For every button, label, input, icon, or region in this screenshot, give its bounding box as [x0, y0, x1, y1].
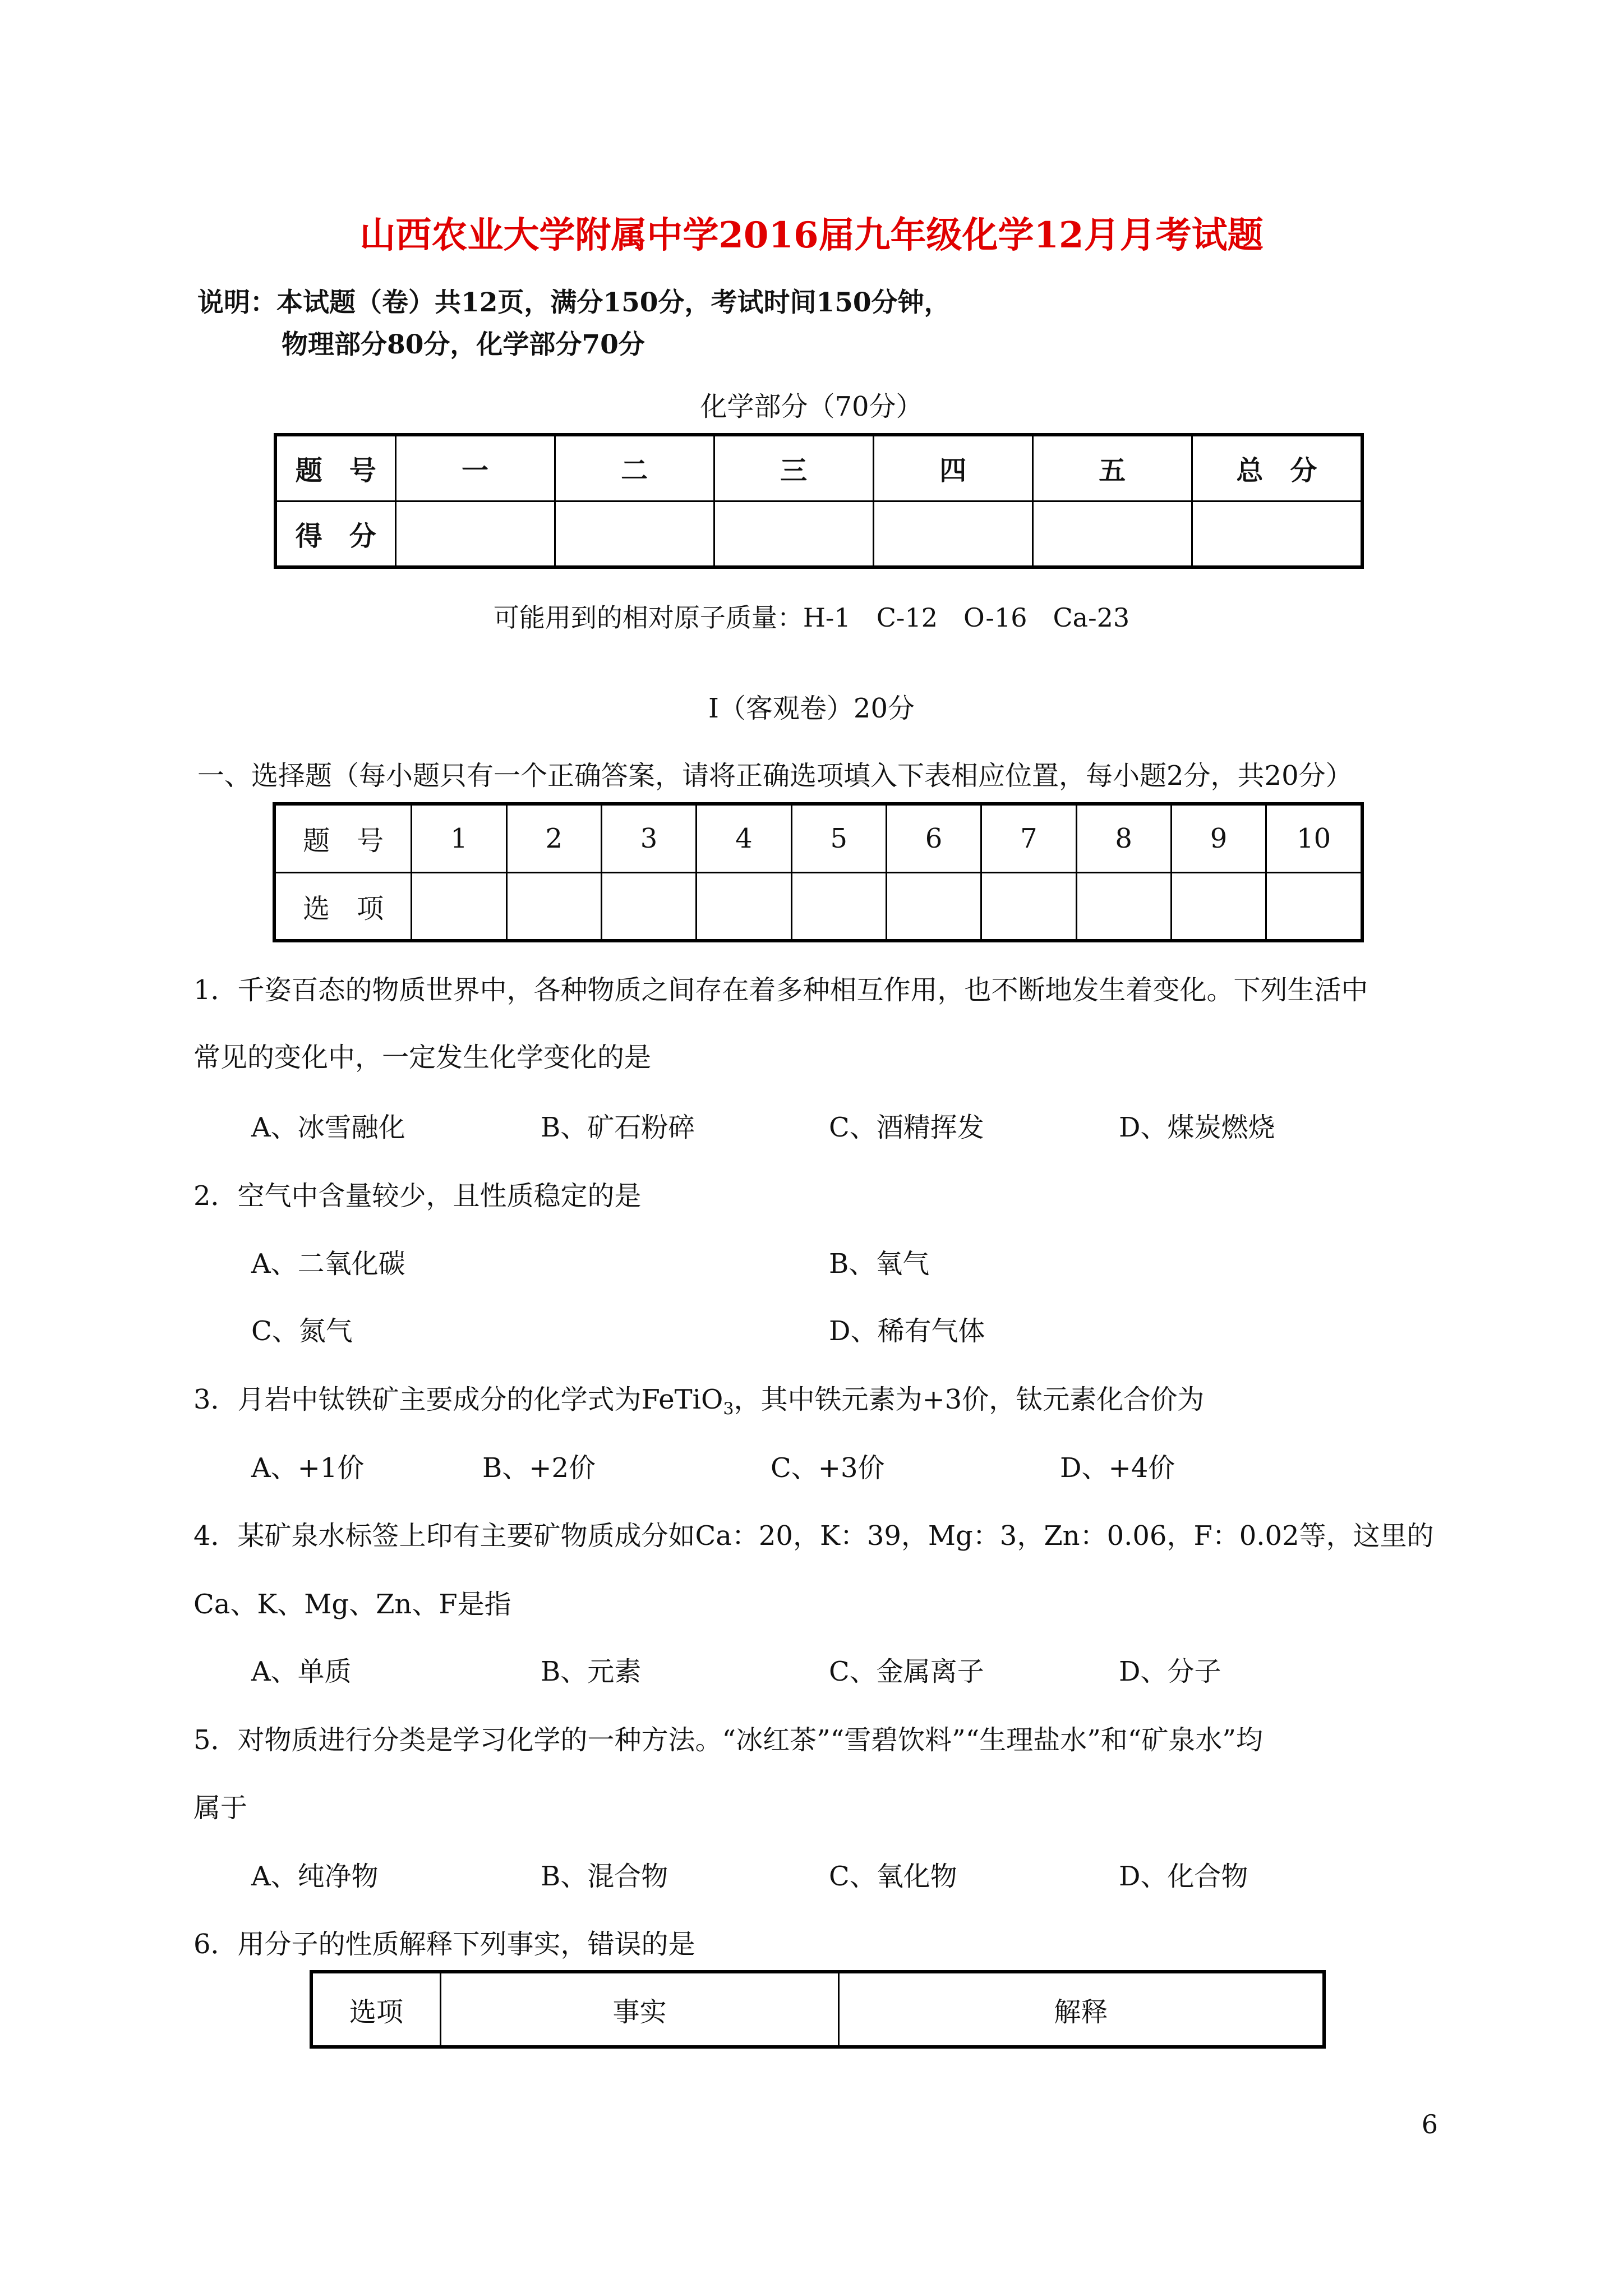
question-5-option-a: A、纯净物	[251, 1861, 379, 1892]
question-2-option-a: A、二氧化碳	[251, 1248, 405, 1280]
score-cell[interactable]	[714, 501, 873, 567]
score-header-5: 五	[1032, 435, 1192, 501]
question-3-option-a: A、+1价	[251, 1452, 365, 1484]
question-3-stem: 3．月岩中钛铁矿主要成分的化学式为FeTiO$_3$，其中铁元素为+3价，钛元素化合价为	[193, 1384, 1205, 1419]
question-1-stem-line2: 常见的变化中，一定发生化学变化的是	[193, 1042, 652, 1073]
question-4-stem-line1: 4．某矿泉水标签上印有主要矿物质成分如Ca：20，K：39，Mg：3，Zn：0.06，F：0.02等，这里的	[193, 1520, 1434, 1552]
instructions-line-1: 说明：本试题（卷）共12页，满分150分，考试时间150分钟，	[197, 287, 951, 318]
score-cell[interactable]	[1032, 501, 1192, 567]
question-5-stem-line2: 属于	[193, 1792, 248, 1824]
question-4-option-a: A、单质	[251, 1656, 352, 1687]
score-header-4: 四	[873, 435, 1032, 501]
question-6-table	[310, 1970, 1326, 2049]
answer-table	[273, 802, 1364, 942]
atomic-mass-note: 可能用到的相对原子质量：H-1 C-12 O-16 Ca-23	[493, 602, 1130, 633]
answer-cell[interactable]	[412, 872, 506, 941]
score-cell[interactable]	[873, 501, 1032, 567]
question-3-option-c: C、+3价	[771, 1452, 885, 1484]
question-5-stem-line1: 5．对物质进行分类是学习化学的一种方法。“冰红茶”“雪碧饮料”“生理盐水”和“矿泉水”均	[193, 1724, 1263, 1756]
question-1-option-d: D、煤炭燃烧	[1119, 1112, 1275, 1143]
question-2-option-d: D、稀有气体	[829, 1315, 985, 1347]
question-3-option-d: D、+4价	[1060, 1452, 1175, 1484]
question-4-option-d: D、分子	[1119, 1656, 1221, 1687]
score-table	[274, 433, 1364, 569]
question-2-stem: 2．空气中含量较少，且性质稳定的是	[193, 1180, 642, 1212]
page-title: 山西农业大学附属中学2016届九年级化学12月月考试题	[359, 214, 1264, 256]
answer-number: 5	[791, 804, 886, 872]
question-5-option-b: B、混合物	[541, 1861, 668, 1892]
answer-cell[interactable]	[601, 872, 696, 941]
question-6-header-explanation: 解释	[838, 1972, 1324, 2047]
question-5-option-d: D、化合物	[1119, 1861, 1248, 1892]
score-header-total: 总 分	[1192, 435, 1362, 501]
score-header-2: 二	[555, 435, 714, 501]
section1-instructions: 一、选择题（每小题只有一个正确答案，请将正确选项填入下表相应位置，每小题2分，共20分）	[197, 760, 1353, 792]
question-1-option-b: B、矿石粉碎	[541, 1112, 695, 1143]
instructions-line-2: 物理部分80分，化学部分70分	[282, 329, 645, 360]
answer-number: 3	[601, 804, 696, 872]
score-header-1: 一	[395, 435, 555, 501]
answer-number: 8	[1076, 804, 1171, 872]
answer-cell[interactable]	[697, 872, 791, 941]
score-cell[interactable]	[1192, 501, 1362, 567]
question-3-option-b: B、+2价	[482, 1452, 596, 1484]
score-row-label: 得 分	[275, 501, 395, 567]
section-heading: 化学部分（70分）	[700, 391, 923, 422]
question-1-stem-line1: 1．千姿百态的物质世界中，各种物质之间存在着多种相互作用，也不断地发生着变化。下列生活中	[193, 974, 1368, 1006]
answer-cell[interactable]	[1076, 872, 1171, 941]
score-header-3: 三	[714, 435, 873, 501]
answer-number: 2	[506, 804, 601, 872]
answer-row-label: 选 项	[274, 872, 412, 941]
answer-cell[interactable]	[1266, 872, 1362, 941]
question-1-option-a: A、冰雪融化	[251, 1112, 405, 1143]
answer-number: 6	[886, 804, 981, 872]
question-6-header-fact: 事实	[441, 1972, 839, 2047]
answer-number: 1	[412, 804, 506, 872]
question-6-header-option: 选项	[311, 1972, 441, 2047]
question-4-option-c: C、金属离子	[829, 1656, 984, 1687]
answer-number: 9	[1171, 804, 1266, 872]
answer-number: 7	[981, 804, 1076, 872]
page-number: 6	[1421, 2109, 1438, 2139]
part1-heading: Ⅰ（客观卷）20分	[708, 693, 915, 724]
answer-number: 4	[697, 804, 791, 872]
answer-cell[interactable]	[506, 872, 601, 941]
question-6-stem: 6．用分子的性质解释下列事实，错误的是	[193, 1929, 695, 1960]
answer-cell[interactable]	[886, 872, 981, 941]
question-2-option-c: C、氮气	[251, 1315, 353, 1347]
answer-header-label: 题 号	[274, 804, 412, 872]
answer-cell[interactable]	[981, 872, 1076, 941]
score-header-label: 题 号	[275, 435, 395, 501]
answer-number: 10	[1266, 804, 1362, 872]
answer-cell[interactable]	[1171, 872, 1266, 941]
question-5-option-c: C、氧化物	[829, 1861, 957, 1892]
question-1-option-c: C、酒精挥发	[829, 1112, 984, 1143]
question-4-stem-line2: Ca、K、Mg、Zn、F是指	[193, 1589, 511, 1620]
score-cell[interactable]	[395, 501, 555, 567]
score-cell[interactable]	[555, 501, 714, 567]
question-4-option-b: B、元素	[541, 1656, 642, 1687]
answer-cell[interactable]	[791, 872, 886, 941]
question-2-option-b: B、氧气	[829, 1248, 930, 1280]
